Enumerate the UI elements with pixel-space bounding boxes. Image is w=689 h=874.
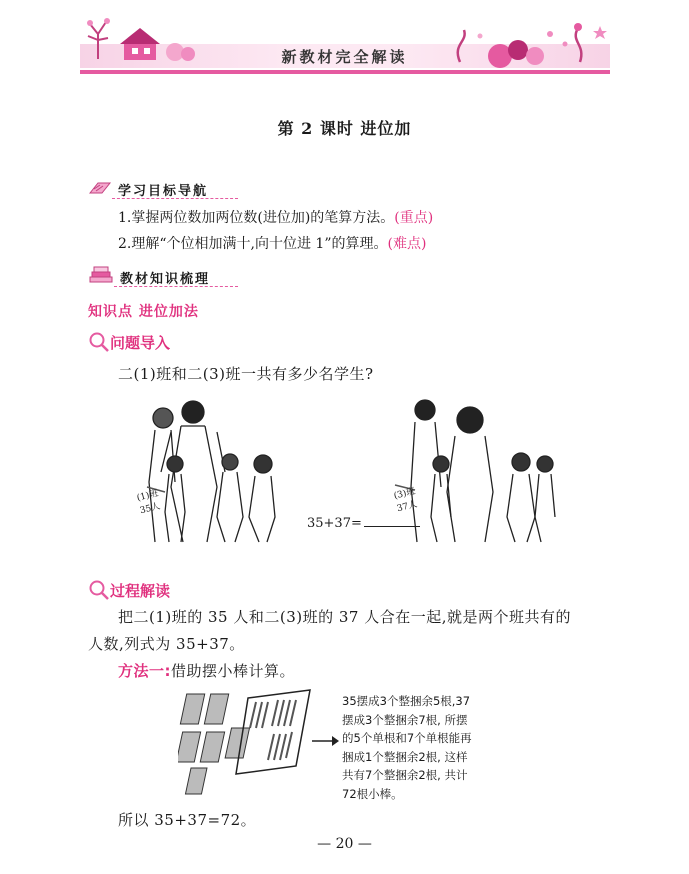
process-paragraph-line1: 把二(1)班的 35 人和二(3)班的 37 人合在一起,就是两个班共有的 <box>118 608 572 626</box>
sign-count: 37人 <box>396 499 419 515</box>
stick-bundle-icon <box>178 694 249 794</box>
sign-count: 35人 <box>139 501 162 517</box>
page-number: — 20 — <box>317 836 372 852</box>
goals-heading: 学习目标导航 <box>118 184 209 199</box>
goals-heading-underline <box>112 198 238 199</box>
book-icon <box>88 179 112 197</box>
intro-heading: 问题导入 <box>110 334 171 352</box>
sign-label: (3)班 <box>392 486 417 502</box>
goal-text: 1.掌握两位数加两位数(进位加)的笔算方法。 <box>118 210 395 226</box>
sticks-explanation <box>342 692 522 803</box>
equation-text: 35+37= <box>307 516 362 531</box>
goal-tag: (难点) <box>387 236 427 252</box>
header-title: 新教材完全解读 <box>281 48 408 66</box>
note-line: 的5个单根和7个单根能再 <box>342 731 472 745</box>
note-line: 35摆成3个整捆余5根,37 <box>342 694 471 708</box>
note-line: 72根小棒。 <box>342 786 403 801</box>
equation-prompt <box>307 516 420 531</box>
note-line: 捆成1个整捆余2根, 这样 <box>342 749 468 764</box>
intro-heading-row <box>88 330 208 354</box>
process-paragraph-line2: 人数,列式为 35+37。 <box>88 635 245 653</box>
child-figures <box>165 454 275 542</box>
knowledge-heading: 教材知识梳理 <box>120 272 211 287</box>
magnifier-icon <box>88 579 110 601</box>
answer-blank <box>364 526 420 527</box>
lesson-title: 第 2 课时 进位加 <box>277 119 412 138</box>
sign-label: (1)班 <box>135 488 160 504</box>
conclusion: 所以 35+37=72。 <box>118 811 257 829</box>
goal-item-1 <box>118 208 433 228</box>
knowledge-heading-row <box>88 265 238 289</box>
knowledge-heading-underline <box>114 286 238 287</box>
method-text: 借助摆小棒计算。 <box>171 662 296 680</box>
child-figures <box>431 453 555 542</box>
adult-figure <box>149 408 175 542</box>
single-sticks-icon <box>250 700 296 760</box>
books-stack-icon <box>88 265 114 285</box>
magnifier-icon <box>88 331 110 353</box>
process-heading-row <box>88 578 208 602</box>
teacher-figure <box>411 400 493 542</box>
note-line: 共有7个整捆余2根, 共计 <box>342 768 468 782</box>
knowledge-point: 知识点 进位加法 <box>88 304 199 320</box>
class-illustration <box>125 392 565 560</box>
header-divider <box>80 70 610 74</box>
goal-tag: (重点) <box>394 210 434 226</box>
goal-item-2 <box>118 234 426 254</box>
method-label: 方法一: <box>118 662 171 680</box>
sticks-illustration <box>178 688 318 798</box>
process-heading: 过程解读 <box>110 582 171 600</box>
goals-heading-row <box>88 178 238 200</box>
arrow-right-icon <box>312 734 340 748</box>
goal-text: 2.理解“个位相加满十,向十位进 1”的算理。 <box>118 236 388 252</box>
method-line <box>118 657 295 685</box>
intro-question: 二(1)班和二(3)班一共有多少名学生? <box>118 365 374 383</box>
note-line: 摆成3个整捆余7根, 所摆 <box>342 712 468 727</box>
